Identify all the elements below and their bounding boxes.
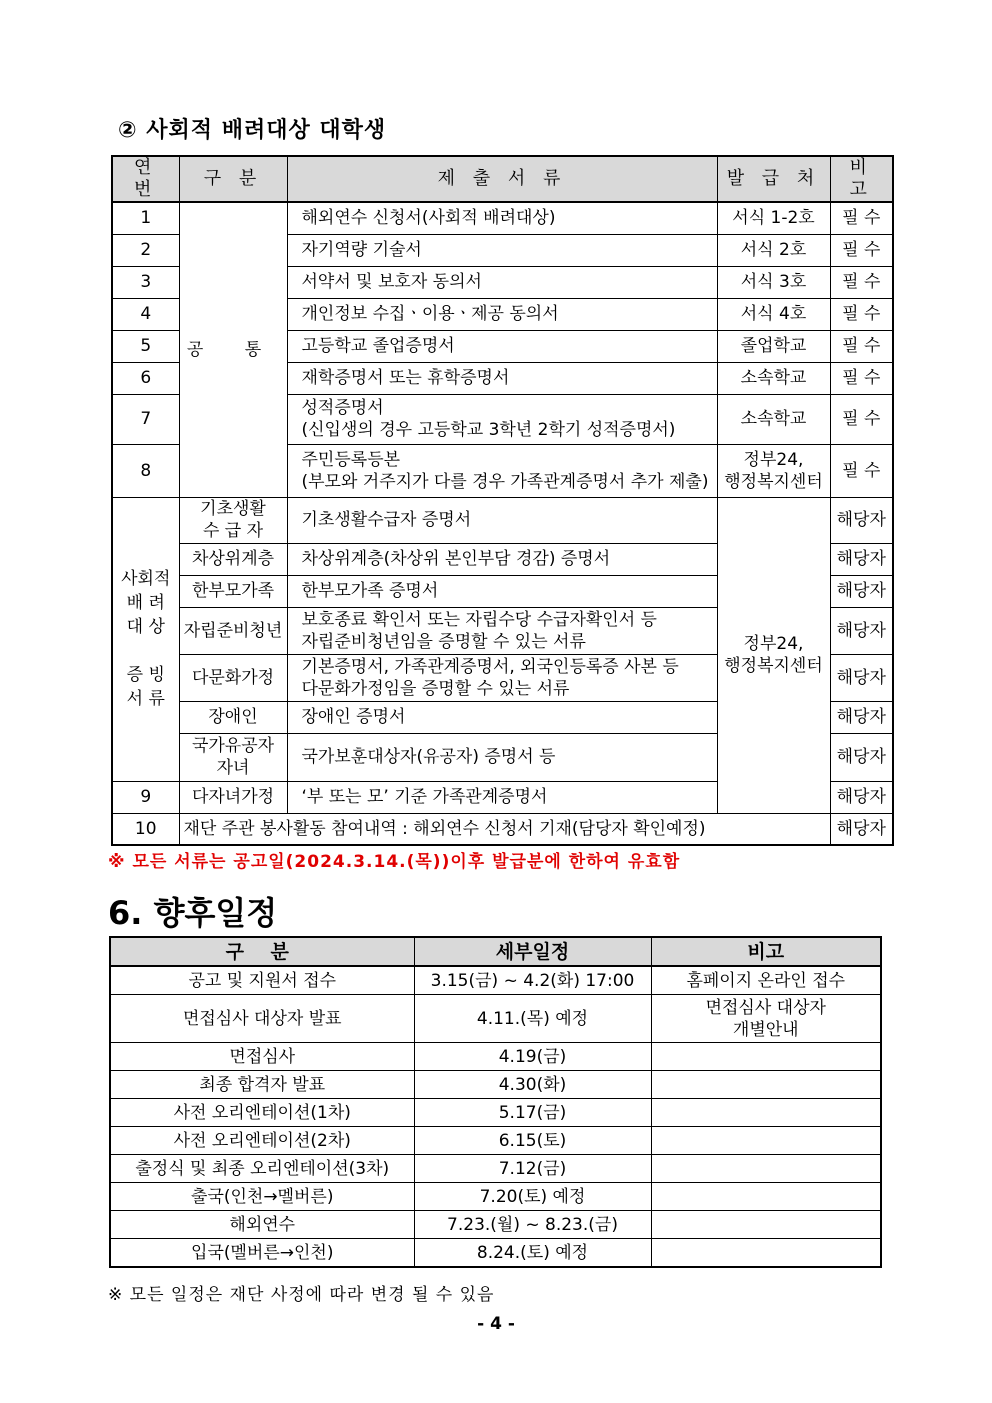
category: 기초생활 수 급 자 — [179, 497, 287, 543]
schedule-item: 면접심사 대상자 발표 — [110, 995, 414, 1043]
table-row — [110, 1155, 881, 1183]
row-no: 7 — [112, 394, 179, 444]
table-row — [110, 1183, 881, 1211]
header-note: 비 고 — [830, 156, 893, 202]
issuer: 서식 2호 — [717, 234, 830, 266]
header-no: 연 번 — [112, 156, 179, 202]
schedule-item: 최종 합격자 발표 — [110, 1071, 414, 1099]
schedule-date: 3.15(금) ~ 4.2(화) 17:00 — [414, 966, 651, 995]
schedule-date: 4.30(화) — [414, 1071, 651, 1099]
note: 해당자 — [830, 701, 893, 733]
note: 해당자 — [830, 607, 893, 654]
header-date: 세부일정 — [414, 937, 651, 966]
table-row — [112, 813, 893, 845]
document-name: 보호종료 확인서 또는 자립수당 수급자확인서 등 자립준비청년임을 증명할 수 있는 서류 — [287, 607, 717, 654]
category: 장애인 — [179, 701, 287, 733]
category: 차상위계층 — [179, 543, 287, 575]
schedule-note: 면접심사 대상자 개별안내 — [651, 995, 881, 1043]
schedule-item: 입국(멜버른→인천) — [110, 1239, 414, 1268]
schedule-footnote: ※ 모든 일정은 재단 사정에 따라 변경 될 수 있음 — [108, 1285, 495, 1305]
schedule-date: 7.12(금) — [414, 1155, 651, 1183]
schedule-date: 4.11.(목) 예정 — [414, 995, 651, 1043]
table-header-row — [112, 156, 893, 202]
row-no: 1 — [112, 202, 179, 234]
table-row — [110, 1099, 881, 1127]
schedule-item: 출국(인천→멜버른) — [110, 1183, 414, 1211]
table-header-row — [110, 937, 881, 966]
schedule-item: 해외연수 — [110, 1211, 414, 1239]
schedule-note — [651, 1239, 881, 1268]
document-name: 고등학교 졸업증명서 — [287, 330, 717, 362]
table-row — [110, 1211, 881, 1239]
note: 해당자 — [830, 813, 893, 845]
issuer: 졸업학교 — [717, 330, 830, 362]
document-name: 차상위계층(차상위 본인부담 경감) 증명서 — [287, 543, 717, 575]
row-no: 9 — [112, 781, 179, 813]
note: 해당자 — [830, 575, 893, 607]
row-no: 8 — [112, 444, 179, 497]
note: 해당자 — [830, 733, 893, 781]
schedule-item: 출정식 및 최종 오리엔테이션(3차) — [110, 1155, 414, 1183]
row-no: 10 — [112, 813, 179, 845]
category: 자립준비청년 — [179, 607, 287, 654]
social-group-cell: 사회적 배 려 대 상 증 빙 서 류 — [112, 497, 179, 781]
schedule-note — [651, 1099, 881, 1127]
category: 국가유공자 자녀 — [179, 733, 287, 781]
row-no: 3 — [112, 266, 179, 298]
table-row — [110, 1071, 881, 1099]
note: 필 수 — [830, 266, 893, 298]
header-item: 구 분 — [110, 937, 414, 966]
header-category: 구 분 — [179, 156, 287, 202]
row-no: 5 — [112, 330, 179, 362]
row-no: 2 — [112, 234, 179, 266]
schedule-note: 홈페이지 온라인 접수 — [651, 966, 881, 995]
table-row — [110, 995, 881, 1043]
schedule-date: 4.19(금) — [414, 1043, 651, 1071]
row-no: 4 — [112, 298, 179, 330]
document-name: ‘부 또는 모’ 기준 가족관계증명서 — [287, 781, 717, 813]
schedule-date: 7.20(토) 예정 — [414, 1183, 651, 1211]
category: 다문화가정 — [179, 654, 287, 701]
schedule-item: 사전 오리엔테이션(1차) — [110, 1099, 414, 1127]
note: 해당자 — [830, 654, 893, 701]
social-issuer-cell: 정부24, 행정복지센터 — [717, 497, 830, 813]
schedule-note — [651, 1155, 881, 1183]
schedule-note — [651, 1043, 881, 1071]
note: 해당자 — [830, 781, 893, 813]
note: 필 수 — [830, 298, 893, 330]
note: 필 수 — [830, 444, 893, 497]
validity-notice: ※ 모든 서류는 공고일(2024.3.14.(목))이후 발급분에 한하여 유효함 — [108, 852, 681, 872]
table-row — [110, 1127, 881, 1155]
schedule-note — [651, 1211, 881, 1239]
table-row — [110, 966, 881, 995]
note: 필 수 — [830, 234, 893, 266]
document-name: 개인정보 수집ㆍ이용ㆍ제공 동의서 — [287, 298, 717, 330]
document-name: 해외연수 신청서(사회적 배려대상) — [287, 202, 717, 234]
issuer: 서식 4호 — [717, 298, 830, 330]
note: 해당자 — [830, 497, 893, 543]
schedule-item: 면접심사 — [110, 1043, 414, 1071]
schedule-date: 5.17(금) — [414, 1099, 651, 1127]
issuer: 소속학교 — [717, 394, 830, 444]
category: 다자녀가정 — [179, 781, 287, 813]
header-issuer: 발 급 처 — [717, 156, 830, 202]
section-title: ② 사회적 배려대상 대학생 — [118, 118, 387, 143]
issuer: 서식 3호 — [717, 266, 830, 298]
document-name: 기본증명서, 가족관계증명서, 외국인등록증 사본 등 다문화가정임을 증명할 수 있는 서류 — [287, 654, 717, 701]
document-name: 재학증명서 또는 휴학증명서 — [287, 362, 717, 394]
page-number: - 4 - — [477, 1314, 515, 1334]
schedule-title: 6. 향후일정 — [108, 894, 278, 932]
schedule-item: 사전 오리엔테이션(2차) — [110, 1127, 414, 1155]
document-name: 성적증명서 (신입생의 경우 고등학교 3학년 2학기 성적증명서) — [287, 394, 717, 444]
schedule-table — [109, 936, 882, 1268]
note: 해당자 — [830, 543, 893, 575]
required-documents-table — [111, 155, 894, 846]
document-name: 국가보훈대상자(유공자) 증명서 등 — [287, 733, 717, 781]
table-row — [110, 1043, 881, 1071]
schedule-note — [651, 1071, 881, 1099]
schedule-date: 8.24.(토) 예정 — [414, 1239, 651, 1268]
document-name: 장애인 증명서 — [287, 701, 717, 733]
issuer: 정부24, 행정복지센터 — [717, 444, 830, 497]
table-row — [112, 202, 893, 234]
document-name: 서약서 및 보호자 동의서 — [287, 266, 717, 298]
schedule-item: 공고 및 지원서 접수 — [110, 966, 414, 995]
schedule-date: 7.23.(월) ~ 8.23.(금) — [414, 1211, 651, 1239]
category: 한부모가족 — [179, 575, 287, 607]
document-name: 한부모가족 증명서 — [287, 575, 717, 607]
table-row — [110, 1239, 881, 1268]
note: 필 수 — [830, 330, 893, 362]
note: 필 수 — [830, 362, 893, 394]
schedule-note — [651, 1183, 881, 1211]
common-group-cell: 공 통 — [179, 202, 287, 497]
schedule-note — [651, 1127, 881, 1155]
schedule-date: 6.15(토) — [414, 1127, 651, 1155]
document-name: 자기역량 기술서 — [287, 234, 717, 266]
document-name: 주민등록등본 (부모와 거주지가 다를 경우 가족관계증명서 추가 제출) — [287, 444, 717, 497]
table-row — [112, 497, 893, 543]
issuer: 소속학교 — [717, 362, 830, 394]
note: 필 수 — [830, 202, 893, 234]
header-note: 비고 — [651, 937, 881, 966]
row-no: 6 — [112, 362, 179, 394]
document-name: 재단 주관 봉사활동 참여내역 : 해외연수 신청서 기재(담당자 확인예정) — [179, 813, 830, 845]
note: 필 수 — [830, 394, 893, 444]
document-name: 기초생활수급자 증명서 — [287, 497, 717, 543]
header-documents: 제 출 서 류 — [287, 156, 717, 202]
issuer: 서식 1-2호 — [717, 202, 830, 234]
